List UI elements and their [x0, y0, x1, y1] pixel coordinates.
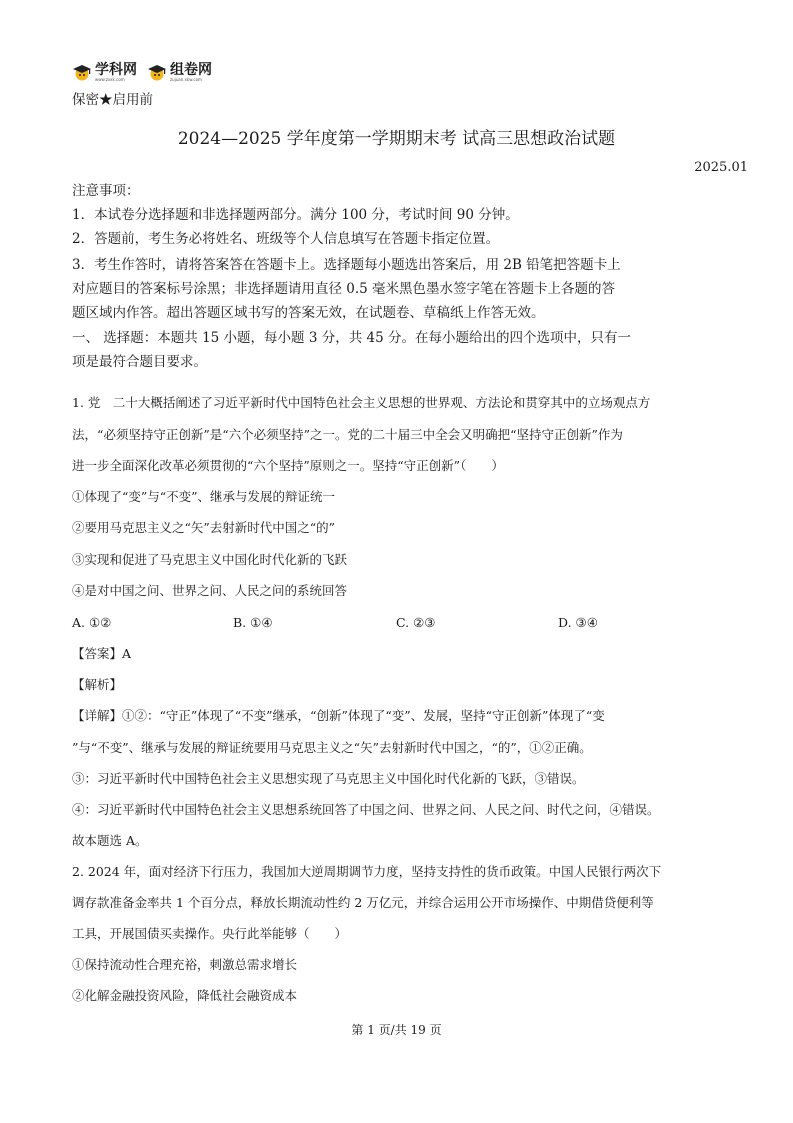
- analysis-label: 【解析】: [72, 677, 123, 692]
- question-text: 法，“必须坚持守正创新”是“六个必须坚持”之一。党的二十届三中全会又明确把“坚持守正创新”作为: [72, 427, 623, 442]
- option-d: D. ③④: [558, 615, 598, 630]
- exam-date: 2025.01: [694, 160, 748, 175]
- logo-zujuanwang[interactable]: [147, 63, 212, 82]
- option-a: A. ①②: [72, 615, 112, 630]
- notice-heading: 注意事项：: [72, 183, 140, 199]
- statement: ①体现了“变”与“不变”、继承与发展的辩证统一: [72, 489, 336, 504]
- detail-text: ④：习近平新时代中国特色社会主义思想系统回答了中国之问、世界之问、人民之问、时代之问，④错误。: [72, 802, 660, 817]
- section-heading-cont: 项是最符合题目要求。: [72, 354, 207, 370]
- notice-item: 3．考生作答时，请将答案答在答题卡上。选择题每小题选出答案后，用 2B 铅笔把答题卡上: [72, 257, 621, 273]
- answer-label: 【答案】A: [72, 646, 132, 661]
- statement: ③实现和促进了马克思主义中国化时代化新的飞跃: [72, 552, 348, 567]
- notice-item: 题区域内作答。超出答题区域书写的答案无效，在试题卷、草稿纸上作答无效。: [72, 305, 545, 321]
- option-c: C. ②③: [396, 615, 436, 630]
- question-text: 1. 党 二十大概括阐述了习近平新时代中国特色社会主义思想的世界观、方法论和贯穿其中的立场观点方: [72, 395, 651, 410]
- section-heading: 一、 选择题：本题共 15 小题，每小题 3 分，共 45 分。在每小题给出的四个选项中，只有一: [72, 330, 631, 346]
- graduation-cap-icon: [72, 63, 92, 81]
- statement: ②化解金融投资风险，降低社会融资成本: [72, 988, 298, 1003]
- logo-name: 组卷网: [170, 61, 212, 78]
- question-text: 2. 2024 年，面对经济下行压力，我国加大逆周期调节力度，坚持支持性的货币政策。中国人民银行两次下: [72, 864, 662, 879]
- logo-name: 学科网: [95, 61, 137, 78]
- header-logos: [72, 60, 222, 84]
- detail-text: ③：习近平新时代中国特色社会主义思想实现了马克思主义中国化时代化新的飞跃，③错误。: [72, 771, 585, 786]
- question-text: 进一步全面深化改革必须贯彻的“六个坚持”原则之一。坚持“守正创新”（ ）: [72, 458, 504, 473]
- page-footer: 第 1 页/共 19 页: [351, 1023, 442, 1037]
- logo-xuekewang[interactable]: [72, 63, 137, 82]
- statement: ①保持流动性合理充裕，刺激总需求增长: [72, 957, 298, 972]
- detail-text: 【详解】①②：“守正”体现了“不变”继承，“创新”体现了“变”、发展，坚持“守正创新”体现了“变: [72, 708, 605, 723]
- notice-item: 1．本试卷分选择题和非选择题两部分。满分 100 分，考试时间 90 分钟。: [72, 207, 519, 223]
- question-text: 调存款准备金率共 1 个百分点，释放长期流动性约 2 万亿元，并综合运用公开市场操作、中期借贷便利等: [72, 895, 654, 910]
- detail-text: ”与“不变”、继承与发展的辩证统要用马克思主义之“矢”去射新时代中国之，“的”，①②正确。: [72, 740, 592, 755]
- logo-url: www.zxxk.com: [95, 76, 125, 82]
- statement: ④是对中国之问、世界之问、人民之问的系统回答: [72, 583, 348, 598]
- statement: ②要用马克思主义之“矢”去射新时代中国之“的”: [72, 520, 336, 535]
- notice-item: 2．答题前，考生务必将姓名、班级等个人信息填写在答题卡指定位置。: [72, 231, 500, 247]
- option-b: B. ①④: [233, 615, 273, 630]
- detail-text: 故本题选 A。: [72, 833, 148, 848]
- notice-item: 对应题目的答案标号涂黑；非选择题请用直径 0.5 毫米黑色墨水签字笔在答题卡上各题的答: [72, 281, 616, 297]
- question-text: 工具，开展国债买卖操作。央行此举能够（ ）: [72, 926, 348, 941]
- graduation-cap-icon: [147, 63, 167, 81]
- page-title: 2024—2025 学年度第一学期期末考 试高三思想政治试题: [177, 129, 616, 149]
- logo-url: zujuan.xkw.com: [170, 76, 202, 82]
- confidential-label: 保密★启用前: [72, 92, 153, 108]
